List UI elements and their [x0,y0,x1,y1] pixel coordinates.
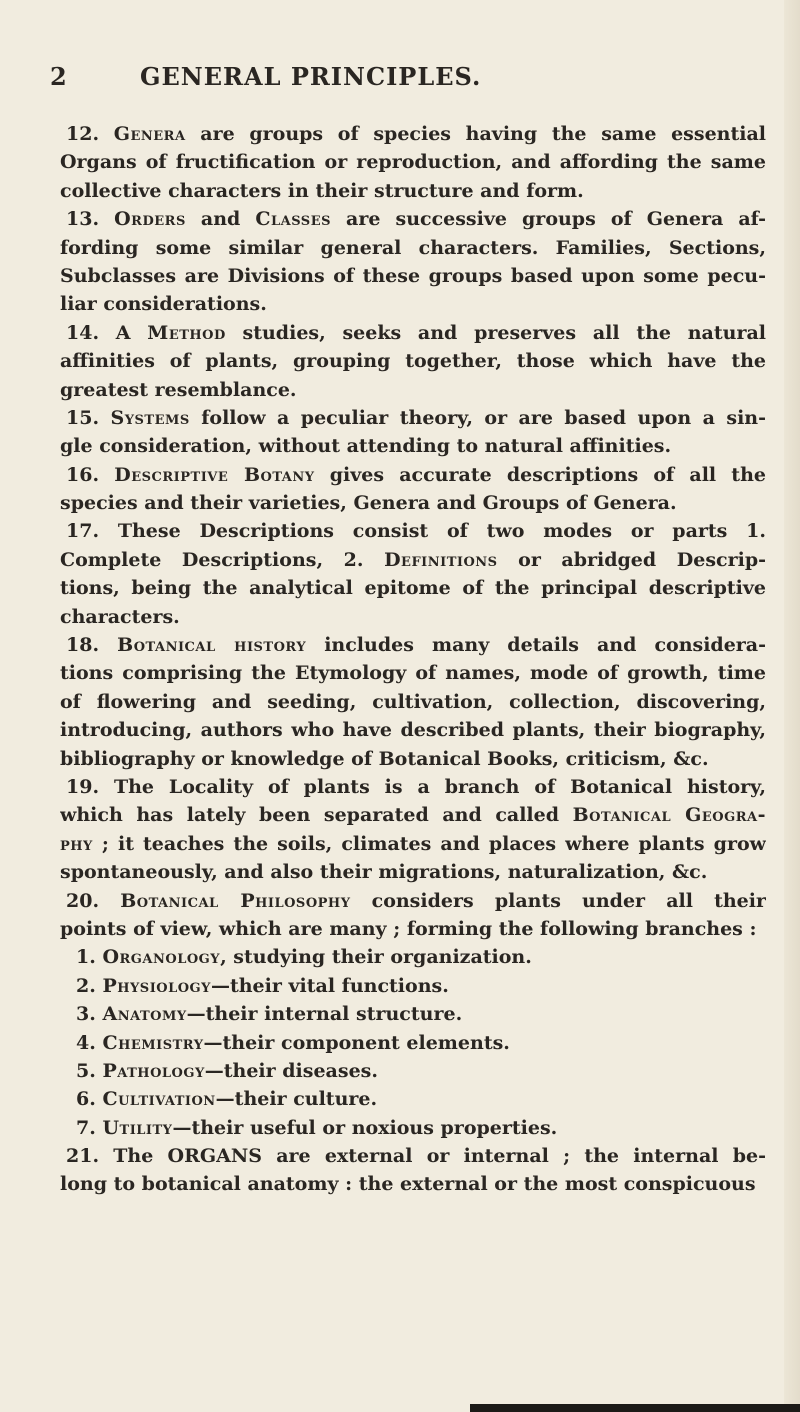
small-caps-term: Physiology [102,974,211,997]
text-line [60,177,766,205]
text-line [60,603,766,631]
text-line [60,716,766,744]
text-run: —their vital functions. [210,974,449,997]
text-run: —their component elements. [203,1031,510,1054]
small-caps-term: Definitions [384,548,498,571]
page-edge [784,0,800,1412]
text-line [60,262,766,290]
text-run: tions comprising the Etymology of names, mode of growth, time [60,662,766,685]
text-line [60,1057,766,1085]
text-run: 13. [66,208,115,231]
page-number: 2 [50,62,68,91]
text-line [60,830,766,858]
text-run: ; it teaches the soils, climates and places where plants grow [92,832,766,855]
text-run: introducing, authors who have described plants, their biography, [60,719,766,742]
text-run: points of view, which are many ; forming the following branches : [60,917,757,940]
text-run: Organs of fructification or reproduction, and affording the same [60,151,766,174]
text-run: 15. [66,406,111,429]
small-caps-term: Botanical Geogra- [572,804,766,827]
small-caps-term: Descriptive Botany [114,463,315,486]
text-line [60,659,766,687]
small-caps-term: Botanical history [117,634,307,657]
text-run: , studying their organization. [220,946,532,969]
text-run: characters. [60,605,180,628]
text-run: 21. The ORGANS are external or internal ; the internal be- [66,1145,766,1168]
text-run: 20. [66,889,121,912]
text-line [60,517,766,545]
text-line [60,631,766,659]
text-line [60,432,766,460]
text-run: —their diseases. [204,1059,378,1082]
text-line [60,745,766,773]
text-line [60,1000,766,1028]
small-caps-term: Pathology [102,1059,205,1082]
small-caps-term: Anatomy [102,1003,187,1026]
text-run: fording some similar general characters. Families, Sections, [60,236,766,259]
small-caps-term: phy [60,832,93,855]
text-line [60,376,766,404]
small-caps-term: Genera [113,123,186,145]
text-line [60,688,766,716]
text-line [60,1085,766,1113]
text-line [60,1142,766,1170]
text-run: follow a peculiar theory, or are based upon a sin- [189,406,766,429]
text-line [60,234,766,262]
text-line [60,887,766,915]
text-run: Complete Descriptions, 2. [60,548,385,571]
text-line [60,290,766,318]
text-line [60,1029,766,1057]
text-run: 19. The Locality of plants is a branch of Botanical history, [66,775,766,798]
small-caps-term: Organology [102,946,221,969]
text-line [60,120,766,148]
text-run: 6. [76,1088,103,1111]
text-run: collective characters in their structure and form. [60,179,584,202]
page-header [50,62,750,92]
text-line [60,943,766,971]
text-run: 14. A [66,321,148,344]
small-caps-term: Utility [102,1116,173,1139]
text-run: 5. [76,1059,103,1082]
text-line [60,347,766,375]
text-run: long to botanical anatomy : the external or the most conspicuous [60,1173,756,1196]
text-run: affinities of plants, grouping together, those which have the [60,350,766,373]
text-line [60,319,766,347]
text-run: spontaneously, and also their migrations, naturalization, &c. [60,861,708,884]
text-run: studies, seeks and preserves all the natural [225,321,766,344]
small-caps-term: Chemistry [102,1031,204,1054]
small-caps-term: Cultivation [102,1088,216,1111]
text-run: species and their varieties, Genera and Groups of Genera. [60,492,677,515]
small-caps-term: Classes [255,208,331,231]
text-line [60,858,766,886]
text-run: of flowering and seeding, cultivation, collection, discovering, [60,690,766,713]
small-caps-term: Botanical Philosophy [120,889,351,912]
text-run: tions, being the analytical epitome of the principal descriptive [60,577,766,600]
text-run: 18. [66,634,118,657]
text-run: 2. [76,974,103,997]
text-line [60,148,766,176]
text-line [60,1114,766,1142]
small-caps-term: Orders [114,208,186,231]
text-run: 4. [76,1031,103,1054]
text-line [60,205,766,233]
text-run: are successive groups of Genera af- [331,208,766,231]
text-run: Subclasses are Divisions of these groups based upon some pecu- [60,264,766,287]
text-run: 16. [66,463,115,486]
text-run: —their useful or noxious properties. [172,1116,558,1139]
text-line [60,972,766,1000]
running-title: GENERAL PRINCIPLES. [140,62,482,91]
text-run: greatest resemblance. [60,378,297,401]
small-caps-term: Systems [110,406,190,429]
text-run: —their culture. [215,1088,378,1111]
page-bottom-mark [470,1404,800,1412]
text-line [60,773,766,801]
text-run: 7. [76,1116,103,1139]
text-run: includes many details and considera- [306,634,766,657]
text-run: 17. These Descriptions consist of two modes or parts 1. [66,520,766,543]
small-caps-term: Method [147,321,226,344]
text-run: or abridged Descrip- [497,548,766,571]
text-run: which has lately been separated and called [60,804,573,827]
text-line [60,801,766,829]
text-run: liar considerations. [60,293,267,316]
text-line [60,546,766,574]
body-text [60,120,766,1199]
text-run: bibliography or knowledge of Botanical Books, criticism, &c. [60,747,709,770]
text-line [60,574,766,602]
text-line [60,915,766,943]
text-line [60,461,766,489]
text-run: and [185,208,256,231]
text-line [60,404,766,432]
text-run: 12. [66,123,114,145]
text-run: 1. [76,946,103,969]
text-run: 3. [76,1003,103,1026]
text-line [60,489,766,517]
text-run: gle consideration, without attending to natural affinities. [60,435,672,458]
text-run: considers plants under all their [350,889,766,912]
text-run: —their internal structure. [186,1003,463,1026]
text-run: are groups of species having the same essential [185,123,766,145]
text-line [60,1170,766,1198]
text-run: gives accurate descriptions of all the [314,463,766,486]
